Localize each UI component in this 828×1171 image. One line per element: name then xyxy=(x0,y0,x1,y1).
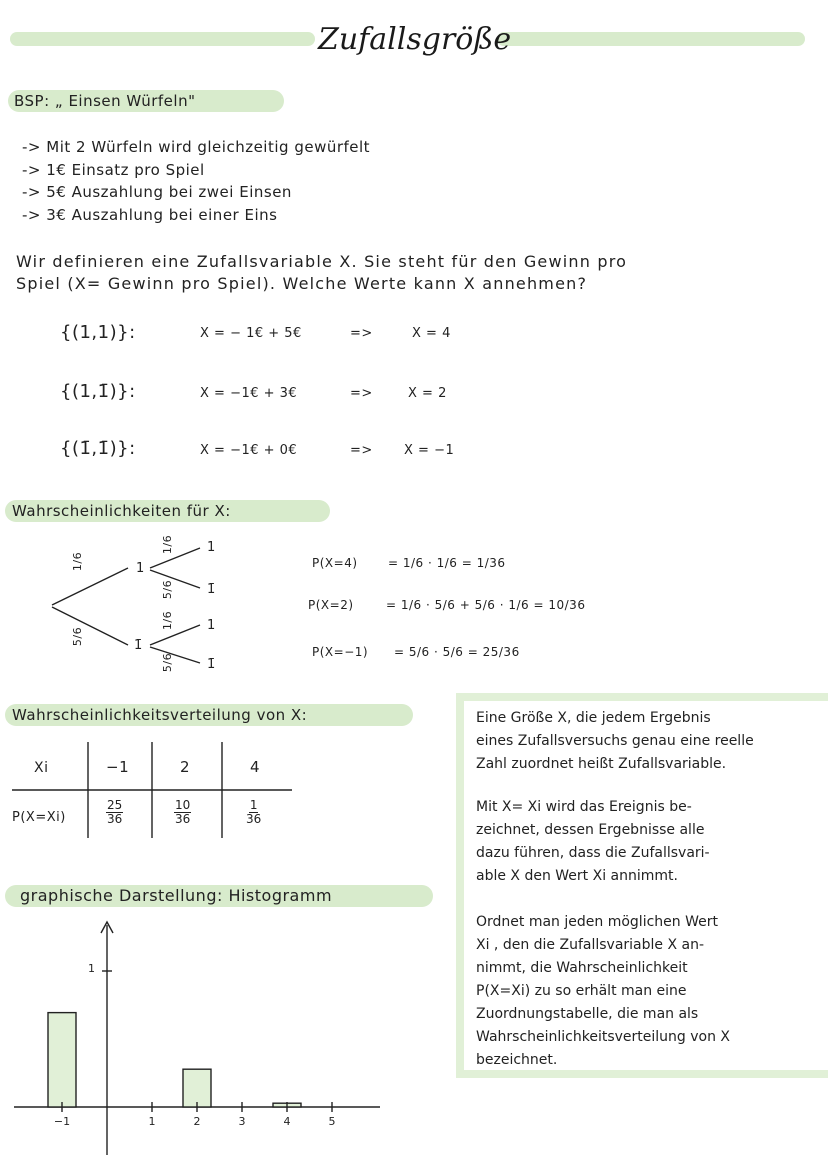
x-tick-label: −1 xyxy=(53,1115,71,1128)
definition-box-inner xyxy=(464,701,828,1070)
definition-line: dazu führen, dass die Zufallsvari- xyxy=(476,845,710,861)
prob-numerator: 1 xyxy=(249,798,258,812)
definition-line: nimmt, die Wahrscheinlichkeit xyxy=(476,960,688,976)
x-tick-label: 2 xyxy=(193,1115,201,1128)
tree-node: 1 xyxy=(136,561,145,576)
definition-line: Xi , den die Zufallsvariable X an- xyxy=(476,937,705,953)
example-paragraph-line: Wir definieren eine Zufallsvariable X. Sie steht für den Gewinn pro xyxy=(16,252,628,271)
prob-expr: = 1/6 · 1/6 = 1/36 xyxy=(388,556,506,570)
histogram-heading: graphische Darstellung: Histogramm xyxy=(20,886,333,905)
example-bullet: -> 5€ Auszahlung bei zwei Einsen xyxy=(22,183,292,201)
histogram-bar xyxy=(48,1013,76,1107)
tree-node: 1̄ xyxy=(134,638,143,653)
case-set: {(1,1̄)}: xyxy=(60,381,136,402)
case-arrow: => xyxy=(350,326,373,341)
tree-leaf: 1 xyxy=(207,618,216,633)
tree-branch-prob: 5/6 xyxy=(71,626,85,647)
tree-leaf: 1 xyxy=(207,540,216,555)
case-set: {(1̄,1̄)}: xyxy=(60,438,136,459)
example-bullet: -> 1€ Einsatz pro Spiel xyxy=(22,161,205,179)
prob-numerator: 10 xyxy=(175,798,191,812)
prob-expr: = 1/6 · 5/6 + 5/6 · 1/6 = 10/36 xyxy=(386,598,586,612)
table-cell-value: 4 xyxy=(250,758,261,776)
example-bullet: -> 3€ Auszahlung bei einer Eins xyxy=(22,206,278,224)
tree-leaf-prob: 5/6 xyxy=(161,652,175,673)
case-result: X = 2 xyxy=(408,386,447,401)
case-equation: X = − 1€ + 5€ xyxy=(200,326,302,341)
distribution-heading: Wahrscheinlichkeitsverteilung von X: xyxy=(12,706,308,724)
probabilities-heading: Wahrscheinlichkeiten für X: xyxy=(12,502,231,520)
case-set: {(1,1)}: xyxy=(60,322,136,343)
x-tick-label: 5 xyxy=(328,1115,336,1128)
tree-leaf-prob: 1/6 xyxy=(161,610,175,631)
case-equation: X = −1€ + 0€ xyxy=(200,443,298,458)
definition-line: able X den Wert Xi annimmt. xyxy=(476,868,678,884)
x-tick-label: 1 xyxy=(148,1115,156,1128)
definition-line: bezeichnet. xyxy=(476,1052,558,1068)
definition-line: Mit X= Xi wird das Ereignis be- xyxy=(476,799,692,815)
definition-line: Eine Größe X, die jedem Ergebnis xyxy=(476,710,711,726)
definition-line: Ordnet man jeden möglichen Wert xyxy=(476,914,718,930)
histogram-bar xyxy=(183,1069,211,1107)
tree-leaf: 1̄ xyxy=(207,582,216,597)
tree-leaf-prob: 5/6 xyxy=(161,579,175,600)
definition-line: zeichnet, dessen Ergebnisse alle xyxy=(476,822,705,838)
tree-leaf-prob: 1/6 xyxy=(161,534,175,555)
case-arrow: => xyxy=(350,386,373,401)
table-row-label: P(X=Xi) xyxy=(12,810,66,825)
prob-denominator: 36 xyxy=(246,812,262,826)
definition-line: Zuordnungstabelle, die man als xyxy=(476,1006,699,1022)
prob-denominator: 36 xyxy=(107,812,123,826)
prob-label: P(X=−1) xyxy=(312,645,369,659)
example-heading: BSP: „ Einsen Würfeln" xyxy=(14,92,196,110)
case-arrow: => xyxy=(350,443,373,458)
case-result: X = 4 xyxy=(412,326,451,341)
x-tick-label: 3 xyxy=(238,1115,246,1128)
prob-expr: = 5/6 · 5/6 = 25/36 xyxy=(394,645,520,659)
y-tick-label: 1 xyxy=(88,962,96,975)
prob-label: P(X=2) xyxy=(308,598,354,612)
definition-line: eines Zufallsversuchs genau eine reelle xyxy=(476,733,754,749)
definition-line: P(X=Xi) zu so erhält man eine xyxy=(476,983,687,999)
table-cell-value: 2 xyxy=(180,758,191,776)
table-cell-value: −1 xyxy=(106,758,130,776)
page-title: Zufallsgröße xyxy=(318,22,512,57)
case-equation: X = −1€ + 3€ xyxy=(200,386,298,401)
example-paragraph-line: Spiel (X= Gewinn pro Spiel). Welche Werte kann X annehmen? xyxy=(16,274,588,293)
table-row-label: Xi xyxy=(34,760,49,776)
prob-label: P(X=4) xyxy=(312,556,358,570)
case-result: X = −1 xyxy=(404,443,455,458)
tree-branch-prob: 1/6 xyxy=(71,551,85,572)
tree-leaf: 1̄ xyxy=(207,657,216,672)
x-tick-label: 4 xyxy=(283,1115,291,1128)
prob-denominator: 36 xyxy=(175,812,191,826)
definition-line: Wahrscheinlichkeitsverteilung von X xyxy=(476,1029,731,1045)
prob-numerator: 25 xyxy=(107,798,123,812)
example-bullet: -> Mit 2 Würfeln wird gleichzeitig gewürfelt xyxy=(22,138,371,156)
definition-line: Zahl zuordnet heißt Zufallsvariable. xyxy=(476,756,727,772)
definition-box xyxy=(456,693,828,1078)
